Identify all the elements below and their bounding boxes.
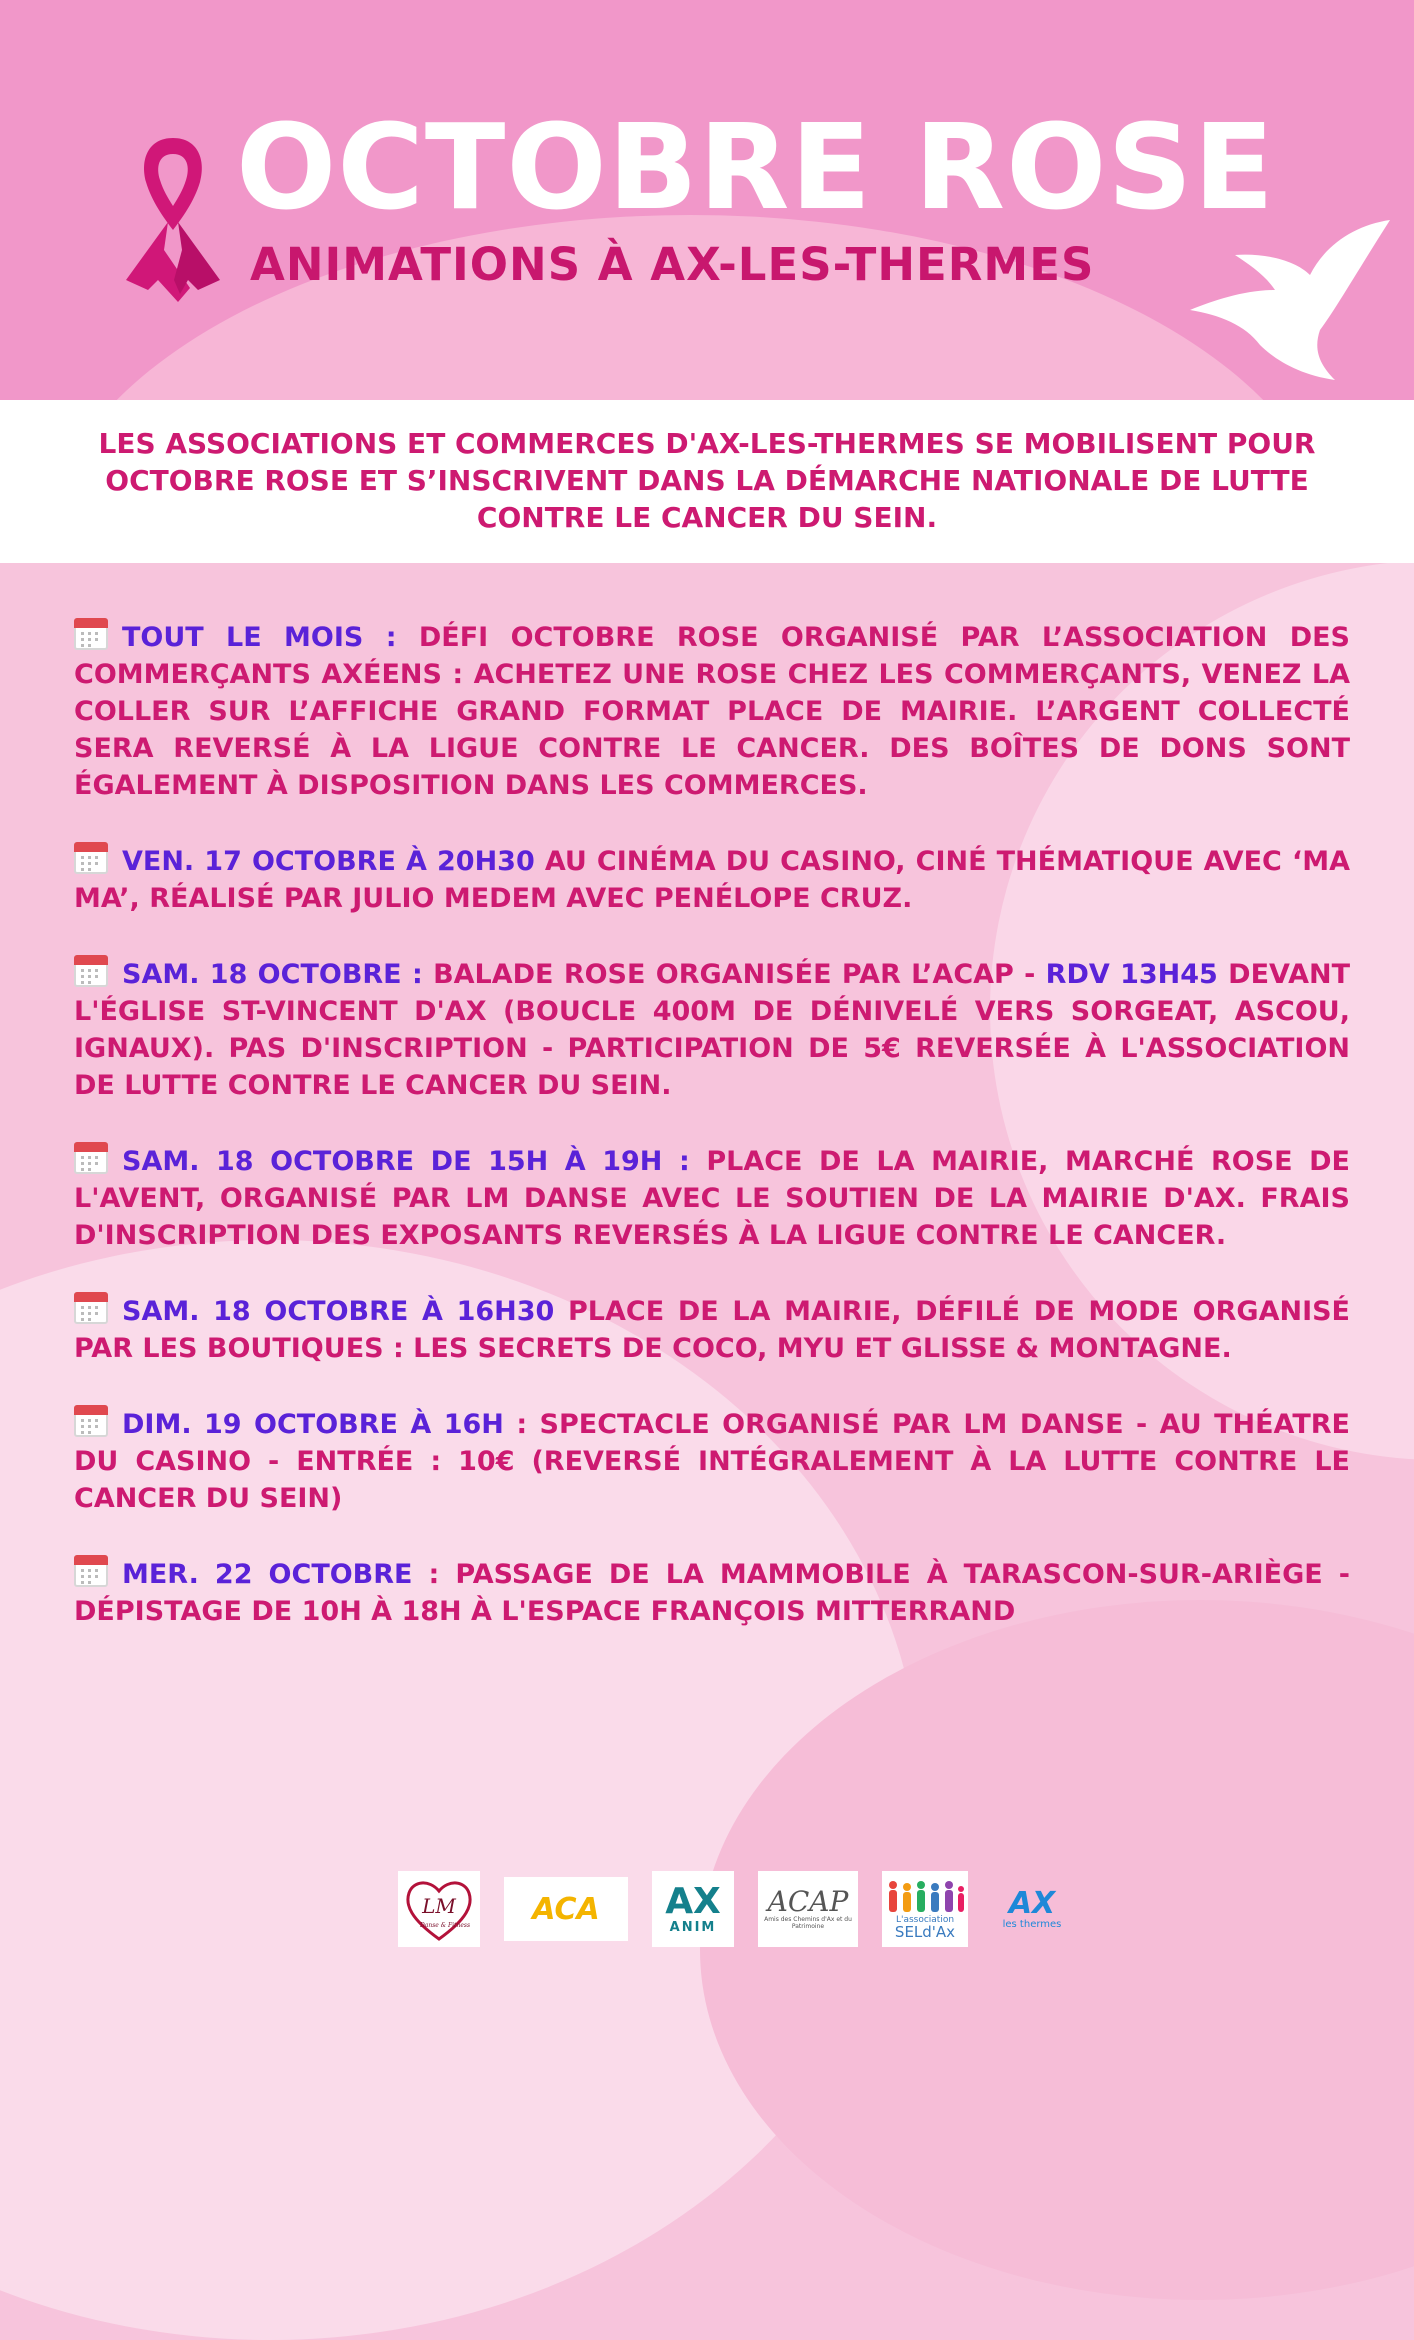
event-description: PLACE DE LA MAIRIE, MARCHÉ ROSE DE L'AVENT, ORGANISÉ PAR LM DANSE AVEC LE SOUTIEN DE LA MAIRIE D'AX. FRAIS D'INSCRIPTION DES EXPOSANTS REVERSÉS À LA LIGUE CONTRE LE CANCER. xyxy=(74,1146,1350,1251)
heart-icon xyxy=(401,1873,477,1945)
event-date: SAM. 18 OCTOBRE À 16H30 xyxy=(122,1296,555,1327)
acap-logo: ACAP Amis des Chemins d'Ax et du Patrimoine xyxy=(758,1871,858,1947)
event-date: DIM. 19 OCTOBRE À 16H xyxy=(122,1409,504,1440)
event-description: BALADE ROSE ORGANISÉE PAR L’ACAP - xyxy=(422,959,1046,990)
event-description: PLACE DE LA MAIRIE, DÉFILÉ DE MODE ORGANISÉ PAR LES BOUTIQUES : LES SECRETS DE COCO, MYU ET GLISSE & MONTAGNE. xyxy=(74,1296,1351,1364)
pink-ribbon-icon xyxy=(118,130,228,308)
sel-d-ax-logo: L'association SELd'Ax xyxy=(882,1871,968,1947)
event-date: SAM. 18 OCTOBRE : xyxy=(122,959,423,990)
events-list xyxy=(74,618,1350,1668)
calendar-icon xyxy=(74,955,108,987)
event-date: TOUT LE MOIS : xyxy=(122,622,397,653)
event-item xyxy=(74,1142,1350,1254)
calendar-icon xyxy=(74,1142,108,1174)
event-item xyxy=(74,842,1350,917)
partner-logos xyxy=(398,1868,1078,1950)
ax-les-thermes-logo: AX les thermes xyxy=(1002,1885,1062,1930)
event-date: VEN. 17 OCTOBRE À 20H30 xyxy=(122,846,535,877)
calendar-icon xyxy=(74,1405,108,1437)
ax-anim-logo: AX ANIM xyxy=(652,1871,734,1947)
event-description: DÉFI OCTOBRE ROSE ORGANISÉ PAR L’ASSOCIATION DES COMMERÇANTS AXÉENS : ACHETEZ UNE ROSE CHEZ LES COMMERÇANTS, VENEZ LA COLLER SUR L’AFFICHE GRAND FORMAT PLACE DE MAIRIE. L’ARGENT COLLECTÉ SERA REVERSÉ À LA LIGUE CONTRE LE CANCER. DES BOÎTES DE DONS SONT ÉGALEMENT À DISPOSITION DANS LES COMMERCES. xyxy=(74,622,1350,801)
page-title: OCTOBRE ROSE xyxy=(236,98,1275,236)
svg-text:Danse & Fitness: Danse & Fitness xyxy=(419,1922,471,1929)
calendar-icon xyxy=(74,618,108,650)
event-description: AU CINÉMA DU CASINO, CINÉ THÉMATIQUE AVEC ‘MA MA’, RÉALISÉ PAR JULIO MEDEM AVEC PENÉLOPE CRUZ. xyxy=(74,846,1350,914)
event-item xyxy=(74,1292,1350,1367)
calendar-icon xyxy=(74,842,108,874)
event-item xyxy=(74,1405,1350,1517)
event-description: : PASSAGE DE LA MAMMOBILE À TARASCON-SUR-ARIÈGE - DÉPISTAGE DE 10H À 18H À L'ESPACE FRANÇOIS MITTERRAND xyxy=(74,1559,1350,1627)
people-icon xyxy=(885,1879,965,1915)
event-meeting-time: RDV 13H45 xyxy=(1045,959,1218,990)
event-description: DEVANT L'ÉGLISE ST-VINCENT D'AX (BOUCLE 400M DE DÉNIVELÉ VERS SORGEAT, ASCOU, IGNAUX). PAS D'INSCRIPTION - PARTICIPATION DE 5€ REVERSÉE À L'ASSOCIATION DE LUTTE CONTRE LE CANCER DU SEIN. xyxy=(74,959,1350,1101)
event-item xyxy=(74,1555,1350,1630)
lm-danse-logo xyxy=(398,1871,480,1947)
page-subtitle: ANIMATIONS À AX-LES-THERMES xyxy=(250,238,1095,291)
svg-text:LM: LM xyxy=(422,1894,456,1918)
event-item xyxy=(74,618,1350,804)
calendar-icon xyxy=(74,1555,108,1587)
calendar-icon xyxy=(74,1292,108,1324)
poster-header xyxy=(0,0,1414,400)
event-description: : SPECTACLE ORGANISÉ PAR LM DANSE - AU THÉATRE DU CASINO - ENTRÉE : 10€ (REVERSÉ INTÉGRALEMENT À LA LUTTE CONTRE LE CANCER DU SEIN) xyxy=(74,1409,1351,1514)
dove-icon xyxy=(1185,215,1395,385)
event-date: MER. 22 OCTOBRE xyxy=(122,1559,413,1590)
event-item xyxy=(74,955,1350,1104)
event-date: SAM. 18 OCTOBRE DE 15H À 19H : xyxy=(122,1146,690,1177)
intro-text: LES ASSOCIATIONS ET COMMERCES D'AX-LES-THERMES SE MOBILISENT POUR OCTOBRE ROSE ET S’INSCRIVENT DANS LA DÉMARCHE NATIONALE DE LUTTE CONTRE LE CANCER DU SEIN. xyxy=(98,427,1316,534)
aca-logo: ACA xyxy=(504,1877,628,1941)
intro-banner xyxy=(0,400,1414,563)
